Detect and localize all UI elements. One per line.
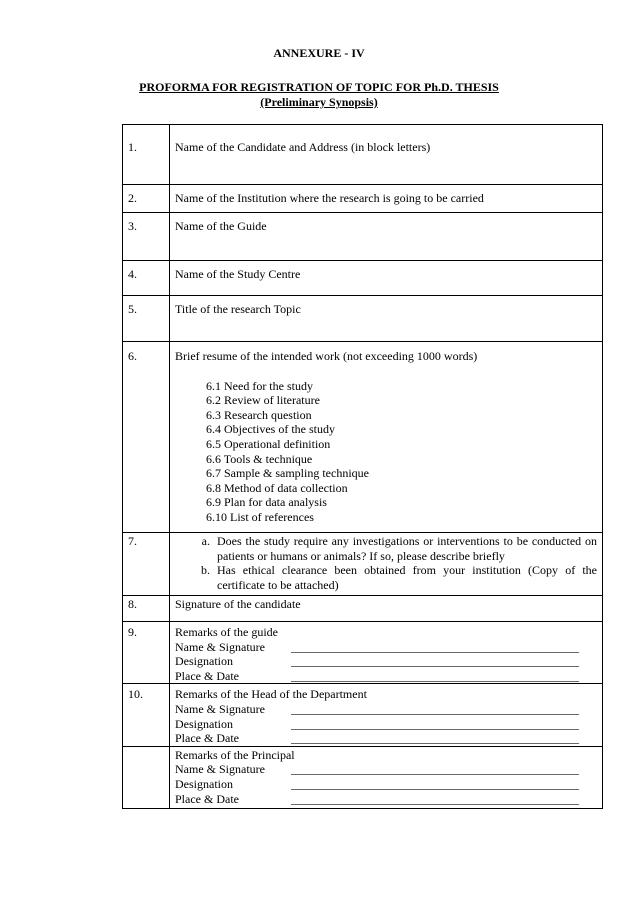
row-number	[123, 746, 170, 808]
place-date-line[interactable]: ________________________________________________	[291, 668, 579, 683]
form-heading: PROFORMA FOR REGISTRATION OF TOPIC FOR Ph.D. THESIS	[139, 80, 499, 94]
row-number: 1.	[123, 125, 170, 185]
table-row	[123, 296, 603, 342]
name-signature-label: Name & Signature	[175, 639, 265, 654]
name-signature-label: Name & Signature	[175, 762, 265, 777]
study-centre-field[interactable]	[170, 261, 603, 296]
list-item: 6.10 List of references	[206, 509, 314, 524]
candidate-name-address-field[interactable]	[170, 125, 603, 185]
row-label: Name of the Institution where the research is going to be carried	[175, 191, 484, 205]
table-row	[123, 213, 603, 261]
candidate-signature-field[interactable]	[170, 596, 603, 622]
designation-row	[175, 777, 597, 792]
registration-table	[122, 124, 603, 809]
designation-line[interactable]: ________________________________________________	[291, 654, 579, 669]
table-row	[123, 125, 603, 185]
investigations-field[interactable]	[170, 533, 603, 596]
row-label: Title of the research Topic	[175, 302, 301, 316]
designation-label: Designation	[175, 776, 233, 791]
list-item: 6.2 Review of literature	[206, 393, 320, 408]
list-item: 6.7 Sample & sampling technique	[206, 466, 369, 481]
row-label: Remarks of the Principal	[175, 747, 295, 762]
row-label: Brief resume of the intended work (not exceeding 1000 words)	[175, 349, 478, 363]
list-item: 6.8 Method of data collection	[206, 480, 348, 495]
place-date-row	[175, 669, 597, 684]
table-row	[123, 342, 603, 533]
name-signature-row	[175, 762, 597, 777]
row-label: Signature of the candidate	[175, 597, 301, 611]
name-signature-label: Name & Signature	[175, 701, 265, 716]
list-item: 6.6 Tools & technique	[206, 451, 313, 466]
resume-field[interactable]	[170, 342, 603, 533]
question-item: b. Has ethical clearance been obtained from your institution (Copy of the certificate to be attached)	[213, 563, 597, 592]
designation-line[interactable]: ________________________________________________	[291, 776, 579, 791]
hod-remarks-field[interactable]	[170, 684, 603, 746]
table-row	[123, 622, 603, 684]
signature-line[interactable]: ________________________________________________	[291, 639, 579, 654]
place-date-label: Place & Date	[175, 668, 239, 683]
row-label: Remarks of the Head of the Department	[175, 687, 367, 702]
place-date-row	[175, 731, 597, 746]
guide-name-field[interactable]	[170, 213, 603, 261]
form-subheading: (Preliminary Synopsis)	[260, 95, 378, 109]
institution-field[interactable]	[170, 185, 603, 213]
table-row	[123, 261, 603, 296]
row-number: 4.	[123, 261, 170, 296]
place-date-row	[175, 792, 597, 807]
table-row	[123, 684, 603, 746]
principal-remarks-field[interactable]	[170, 746, 603, 808]
signature-line[interactable]: ________________________________________________	[291, 701, 579, 716]
row-number: 2.	[123, 185, 170, 213]
list-item: 6.4 Objectives of the study	[206, 422, 335, 437]
row-number: 8.	[123, 596, 170, 622]
row-number: 5.	[123, 296, 170, 342]
place-date-label: Place & Date	[175, 731, 239, 746]
list-item: 6.5 Operational definition	[206, 436, 331, 451]
designation-row	[175, 717, 597, 732]
list-item: 6.9 Plan for data analysis	[206, 495, 327, 510]
question-list	[175, 534, 597, 592]
list-item: 6.1 Need for the study	[206, 378, 313, 393]
name-signature-row	[175, 640, 597, 655]
table-row	[123, 596, 603, 622]
row-number: 10.	[123, 684, 170, 746]
table-row	[123, 533, 603, 596]
table-row	[123, 185, 603, 213]
place-date-label: Place & Date	[175, 791, 239, 806]
row-label: Name of the Candidate and Address (in block letters)	[175, 140, 431, 154]
list-item: 6.3 Research question	[206, 407, 312, 422]
resume-subitems	[175, 364, 597, 525]
signature-line[interactable]: ________________________________________________	[291, 762, 579, 777]
research-topic-field[interactable]	[170, 296, 603, 342]
table-row	[123, 746, 603, 808]
row-label: Name of the Guide	[175, 219, 267, 233]
question-item: a. Does the study require any investigations or interventions to be conducted on patients or humans or animals? If so, please describe briefly	[213, 534, 597, 563]
designation-row	[175, 654, 597, 669]
row-number: 9.	[123, 622, 170, 684]
name-signature-row	[175, 702, 597, 717]
row-number: 6.	[123, 342, 170, 533]
guide-remarks-field[interactable]	[170, 622, 603, 684]
designation-line[interactable]: ________________________________________________	[291, 716, 579, 731]
annexure-label: ANNEXURE - IV	[273, 46, 365, 60]
row-number: 7.	[123, 533, 170, 596]
row-number: 3.	[123, 213, 170, 261]
place-date-line[interactable]: ________________________________________________	[291, 791, 579, 806]
row-label: Remarks of the guide	[175, 625, 278, 639]
designation-label: Designation	[175, 716, 233, 731]
place-date-line[interactable]: ________________________________________________	[291, 731, 579, 746]
row-label: Name of the Study Centre	[175, 267, 301, 281]
designation-label: Designation	[175, 654, 233, 669]
